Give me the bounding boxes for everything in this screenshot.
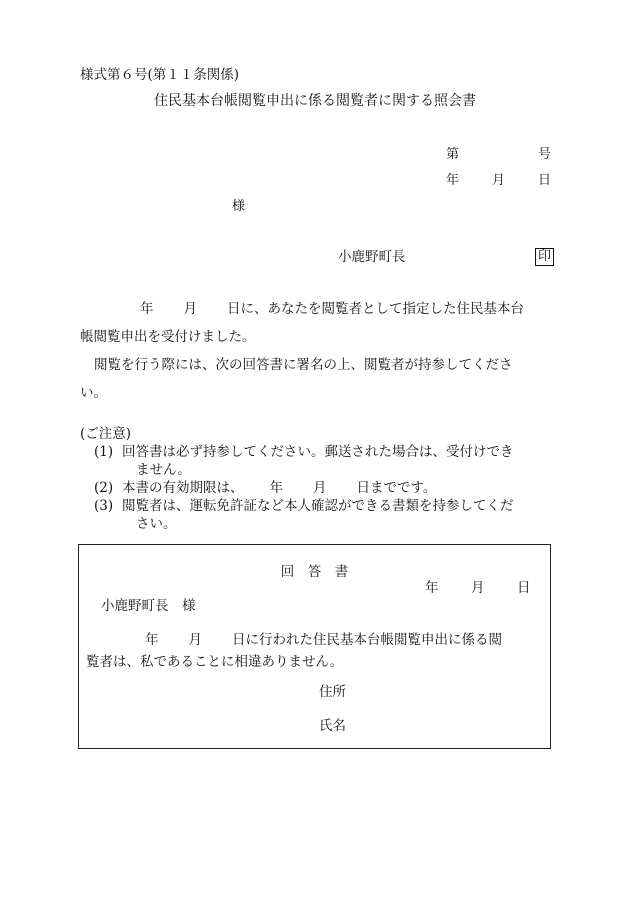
- body-line-3: [80, 351, 570, 379]
- reply-line-month: 月: [188, 632, 202, 648]
- note-text-cont: ません。: [136, 462, 191, 478]
- body-line-1-rest: 日に、あなたを閲覧者として指定した住民基本台: [227, 301, 524, 317]
- name-label: 氏名: [319, 718, 346, 734]
- note-text: 回答書は必ず持参してください。郵送された場合は、受付けでき: [122, 444, 514, 460]
- note-item: [80, 497, 570, 533]
- note-text-cont: さい。: [136, 516, 177, 532]
- note-number: (2): [94, 480, 114, 496]
- reply-title: 回 答 書: [280, 564, 349, 580]
- date-month: 月: [492, 173, 506, 188]
- reply-box: [78, 544, 551, 749]
- note-number: (3): [94, 498, 114, 514]
- body-line-4: い。: [80, 385, 107, 401]
- note-number: (1): [94, 444, 114, 460]
- body-month: 月: [183, 301, 197, 317]
- body-line-1: [80, 295, 570, 323]
- reply-line-rest: 日に行われた住民基本台帳閲覧申出に係る閲: [232, 632, 502, 648]
- note-year: 年: [269, 480, 283, 496]
- reply-line-1: [145, 632, 502, 649]
- date-day: 日: [538, 173, 552, 188]
- seal-label: 印: [535, 248, 554, 266]
- body-year: 年: [140, 301, 154, 317]
- seal-mark: [535, 248, 554, 266]
- note-item: [80, 443, 570, 479]
- reply-addressee: 小鹿野町長 様: [101, 598, 196, 614]
- reply-line-2: 覧者は、私であることに相違ありません。: [86, 654, 344, 670]
- addressee-sama: 様: [232, 199, 246, 214]
- note-month: 月: [313, 480, 327, 496]
- body-line-2: 帳閲覧申出を受付けました。: [80, 329, 256, 345]
- reply-line-year: 年: [145, 632, 159, 648]
- note-validity-text: 本書の有効期限は、: [122, 480, 244, 496]
- reply-year: 年: [425, 580, 439, 596]
- reply-day: 日: [517, 580, 531, 596]
- note-text: 閲覧者は、運転免許証など本人確認ができる書類を持参してくだ: [122, 498, 514, 514]
- notes-section: [80, 425, 570, 533]
- reply-month: 月: [471, 580, 485, 596]
- notes-heading: (ご注意): [80, 426, 132, 442]
- body-line-3-text: 閲覧を行う際には、次の回答書に署名の上、閲覧者が持参してくださ: [94, 357, 513, 373]
- sender-name: 小鹿野町長: [338, 249, 406, 265]
- date-year: 年: [446, 173, 460, 188]
- document-title: 住民基本台帳閲覧申出に係る閲覧者に関する照会書: [154, 93, 476, 109]
- note-item: [80, 479, 570, 497]
- address-label: 住所: [319, 684, 346, 700]
- form-number: 様式第６号(第１１条関係): [80, 67, 240, 83]
- note-text: [122, 479, 570, 497]
- ref-gou: 号: [538, 147, 552, 162]
- body-text: [80, 295, 570, 407]
- note-validity-end: 日までです。: [356, 480, 437, 496]
- ref-dai: 第: [446, 147, 460, 162]
